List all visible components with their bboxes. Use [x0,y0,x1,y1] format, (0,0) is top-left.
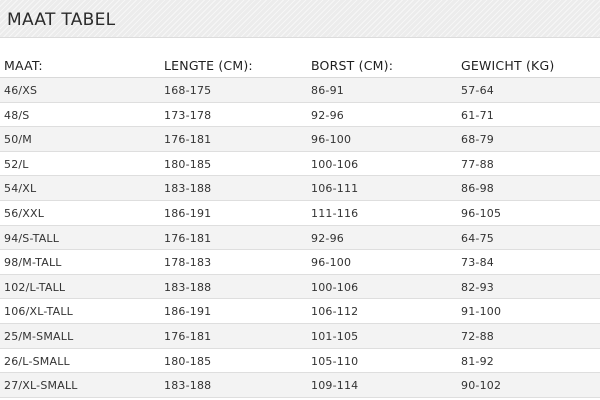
cell-size: 54/XL [4,182,37,196]
table-row [0,226,600,251]
table-row [0,103,600,128]
cell-size: 48/S [4,108,30,122]
cell-chest: 106-112 [311,305,359,319]
cell-size: 25/M-SMALL [4,329,74,343]
cell-length: 180-185 [164,157,212,171]
cell-weight: 91-100 [461,305,502,319]
table-row [0,176,600,201]
cell-size: 50/M [4,133,32,147]
cell-size: 52/L [4,157,29,171]
size-table [0,54,600,398]
cell-size: 46/XS [4,84,38,97]
cell-length: 176-181 [164,133,212,147]
cell-chest: 105-110 [311,354,359,368]
cell-weight: 64-75 [461,231,494,245]
cell-length: 183-188 [164,280,212,294]
cell-weight: 73-84 [461,256,494,270]
cell-length: 173-178 [164,108,212,122]
cell-weight: 77-88 [461,157,494,171]
cell-chest: 96-100 [311,133,352,147]
header-size: MAAT: [4,58,43,73]
table-row [0,324,600,349]
cell-weight: 61-71 [461,108,494,122]
cell-chest: 111-116 [311,206,359,220]
cell-weight: 68-79 [461,133,494,147]
table-header [0,54,600,78]
cell-chest: 86-91 [311,84,344,97]
table-row [0,275,600,300]
cell-weight: 86-98 [461,182,494,196]
table-row [0,299,600,324]
header-weight: GEWICHT (KG) [461,58,555,73]
cell-length: 183-188 [164,379,212,393]
cell-length: 178-183 [164,256,212,270]
cell-length: 168-175 [164,84,212,97]
table-row [0,78,600,103]
table-row [0,250,600,275]
cell-length: 176-181 [164,231,212,245]
cell-length: 176-181 [164,329,212,343]
cell-size: 94/S-TALL [4,231,60,245]
cell-weight: 57-64 [461,84,494,97]
cell-length: 186-191 [164,305,212,319]
cell-weight: 72-88 [461,329,494,343]
cell-length: 186-191 [164,206,212,220]
cell-chest: 100-106 [311,157,359,171]
title-bar [0,0,600,38]
table-row [0,373,600,398]
cell-chest: 92-96 [311,231,344,245]
table-body [0,78,600,398]
page-title: MAAT TABEL [7,10,116,30]
cell-chest: 92-96 [311,108,344,122]
cell-weight: 90-102 [461,379,502,393]
cell-size: 98/M-TALL [4,256,62,270]
cell-weight: 96-105 [461,206,502,220]
cell-chest: 96-100 [311,256,352,270]
cell-length: 183-188 [164,182,212,196]
cell-size: 56/XXL [4,206,45,220]
cell-weight: 82-93 [461,280,494,294]
cell-length: 180-185 [164,354,212,368]
table-row [0,201,600,226]
header-length: LENGTE (CM): [164,58,253,73]
table-row [0,349,600,374]
cell-size: 26/L-SMALL [4,354,70,368]
cell-size: 106/XL-TALL [4,305,73,319]
cell-chest: 109-114 [311,379,359,393]
cell-size: 27/XL-SMALL [4,379,78,393]
cell-weight: 81-92 [461,354,494,368]
table-row [0,127,600,152]
table-row [0,152,600,177]
cell-chest: 106-111 [311,182,359,196]
cell-chest: 101-105 [311,329,359,343]
cell-chest: 100-106 [311,280,359,294]
cell-size: 102/L-TALL [4,280,66,294]
header-chest: BORST (CM): [311,58,394,73]
